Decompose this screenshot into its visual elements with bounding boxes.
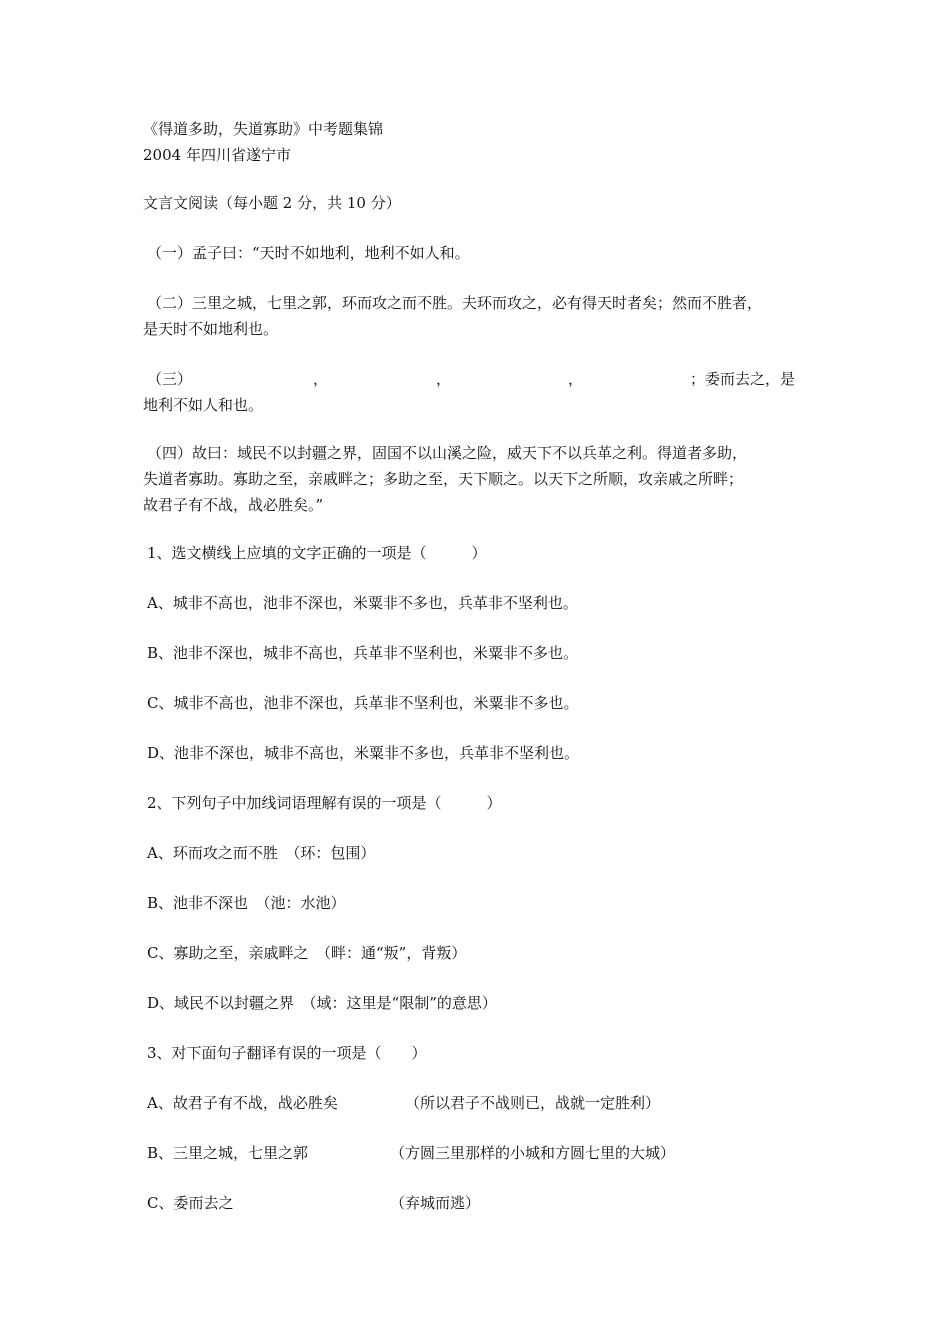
question-3-stem: 3、对下面句子翻译有误的一项是（ ） — [147, 1044, 427, 1062]
option-translation: （弃城而逃） — [390, 1194, 481, 1212]
option-sentence: C、委而去之 — [147, 1194, 234, 1212]
option-sentence: A、故君子有不战，战必胜矣 — [147, 1094, 338, 1112]
question-2-option-d: D、域民不以封疆之界 （域：这里是“限制”的意思） — [147, 994, 497, 1012]
option-translation: （方圆三里那样的小城和方圆七里的大城） — [390, 1144, 676, 1162]
question-3-option-b — [0, 1140, 950, 1166]
question-2-option-b: B、池非不深也 （池：水池） — [147, 894, 346, 912]
paragraph-3-label: （三） — [147, 370, 193, 388]
blank-separator-comma: ， — [436, 370, 452, 388]
question-3-option-a — [0, 1090, 950, 1116]
question-1-option-b: B、池非不深也，城非不高也，兵革非不坚利也，米粟非不多也。 — [147, 644, 579, 662]
passage-paragraph-4-line-2: 失道者寡助。寡助之至，亲戚畔之；多助之至，天下顺之。以天下之所顺，攻亲戚之所畔； — [143, 470, 744, 488]
passage-paragraph-4-line-3: 故君子有不战，战必胜矣。” — [143, 496, 324, 514]
passage-paragraph-3-line-2: 地利不如人和也。 — [143, 396, 264, 414]
question-1-option-d: D、池非不深也，城非不高也，米粟非不多也，兵革非不坚利也。 — [147, 744, 580, 762]
question-1-option-a: A、城非不高也，池非不深也，米粟非不多也，兵革非不坚利也。 — [147, 594, 578, 612]
option-sentence: B、三里之城，七里之郭 — [147, 1144, 309, 1162]
section-heading: 文言文阅读（每小题 2 分，共 10 分） — [143, 194, 401, 212]
passage-paragraph-1: （一）孟子曰：“天时不如地利，地利不如人和。 — [147, 244, 470, 262]
blank-separator-comma: ， — [313, 370, 329, 388]
question-2-option-a: A、环而攻之而不胜 （环：包围） — [147, 844, 376, 862]
option-translation: （所以君子不战则已，战就一定胜利） — [405, 1094, 661, 1112]
document-source: 2004 年四川省遂宁市 — [143, 146, 291, 164]
passage-paragraph-2-line-1: （二）三里之城，七里之郭，环而攻之而不胜。夫环而攻之，必有得天时者矣；然而不胜者， — [147, 294, 763, 312]
question-3-option-c — [0, 1190, 950, 1216]
passage-paragraph-4-line-1: （四）故曰：域民不以封疆之界，固国不以山溪之险，威天下不以兵革之利。得道者多助， — [147, 444, 748, 462]
document-title: 《得道多助，失道寡助》中考题集锦 — [143, 120, 384, 138]
blank-separator-comma: ， — [568, 370, 584, 388]
paragraph-3-tail: ；委而去之，是 — [690, 370, 796, 388]
question-1-option-c: C、城非不高也，池非不深也，兵革非不坚利也，米粟非不多也。 — [147, 694, 579, 712]
passage-paragraph-3-line-1 — [0, 366, 950, 392]
question-2-option-c: C、寡助之至，亲戚畔之 （畔：通“叛”，背叛） — [147, 944, 467, 962]
passage-paragraph-2-line-2: 是天时不如地利也。 — [143, 320, 279, 338]
question-1-stem: 1、选文横线上应填的文字正确的一项是（ ） — [147, 544, 487, 562]
question-2-stem: 2、下列句子中加线词语理解有误的一项是（ ） — [147, 794, 502, 812]
